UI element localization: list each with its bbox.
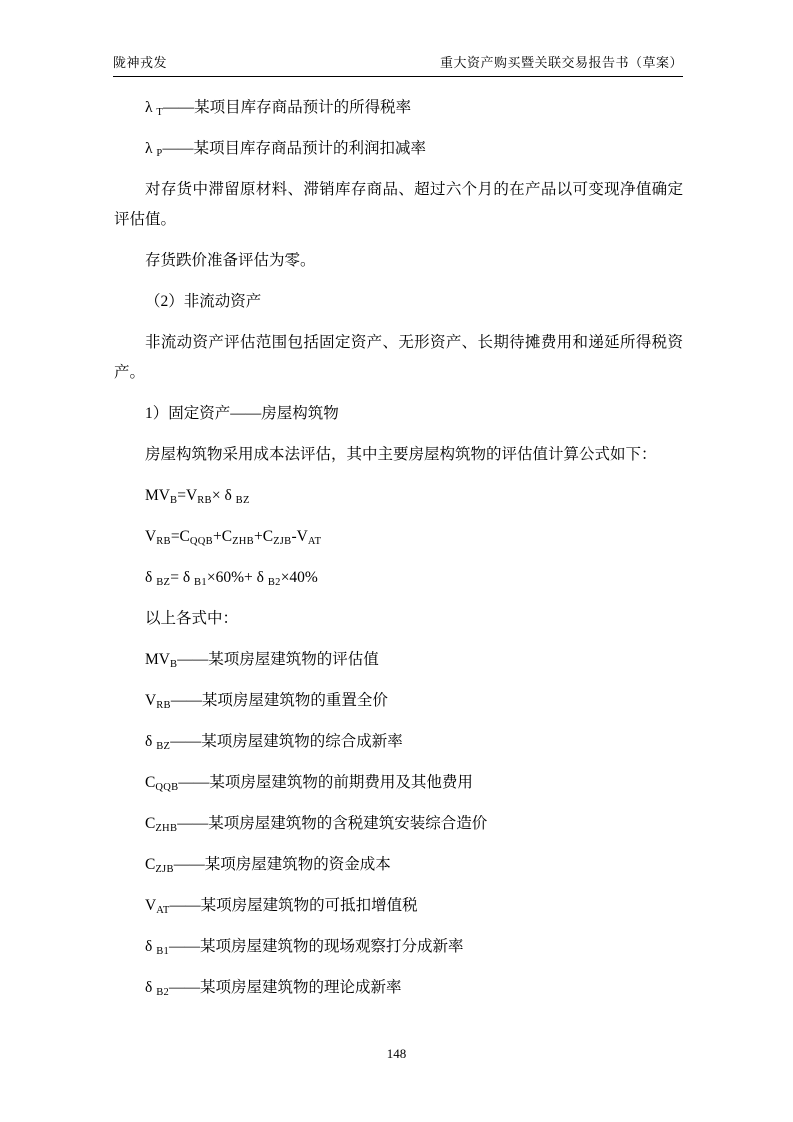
formula-vrb [114,522,683,552]
text-run: +C [253,528,274,545]
text-run: ——某项房屋建筑物的重置全价 [170,692,388,709]
subscript: RB [197,495,212,506]
text-run: C [145,774,156,791]
legend-czhb [114,809,683,839]
text-run: C [145,856,156,873]
text-run: ——某项目库存商品预计的利润扣减率 [162,140,427,157]
text-run: 存货跌价准备评估为零。 [145,252,316,269]
formula-delta-bz [114,563,683,593]
text-run: δ [145,938,157,955]
text-run: 以上各式中： [145,610,239,627]
text-run: λ [145,140,157,157]
page-footer [0,1046,793,1062]
text-run: ——某项房屋建筑物的理论成新率 [169,979,402,996]
text-run: δ [145,979,157,996]
subscript: ZJB [155,864,174,875]
text-run: ——某项房屋建筑物的前期费用及其他费用 [178,774,473,791]
text-run: 房屋构筑物采用成本法评估，其中主要房屋构筑物的评估值计算公式如下： [145,446,657,463]
subscript: B1 [194,577,207,588]
text-run: =V [177,487,198,504]
text-run: （2）非流动资产 [145,293,262,310]
text-run: V [145,528,157,545]
text-run: ——某项房屋建筑物的综合成新率 [170,733,403,750]
subscript: AT [156,905,170,916]
legend-delta-bz [114,727,683,757]
legend-delta-b2 [114,973,683,1003]
text-run: ——某项房屋建筑物的现场观察打分成新率 [169,938,464,955]
subscript: B [169,659,178,670]
document-body [114,93,683,1014]
formula-lambda-t [114,93,683,123]
formula-mvb [114,481,683,511]
legend-vrb [114,686,683,716]
subscript: B2 [156,987,170,998]
text-run: ——某项目库存商品预计的所得税率 [163,99,412,116]
text-run: × δ [211,487,236,504]
subscript: ZJB [273,536,292,547]
text-run: V [145,897,157,914]
text-run: ——某项房屋建筑物的评估值 [177,651,379,668]
legend-mvb [114,645,683,675]
subscript: QQB [155,782,179,793]
text-run: 非流动资产评估范围包括固定资产、无形资产、长期待摊费用和递延所得税资产。 [114,334,683,381]
page-number: 148 [386,1046,407,1061]
text-run: C [145,815,156,832]
header-company-name: 陇神戎发 [113,55,168,70]
subscript: B1 [156,946,170,957]
heading-non-current-assets [114,287,683,317]
text-run: =C [170,528,190,545]
subscript: BZ [235,495,250,506]
text-run: 1）固定资产——房屋构筑物 [145,405,339,422]
paragraph-cost-method [114,440,683,470]
text-run: ——某项房屋建筑物的含税建筑安装综合造价 [177,815,488,832]
subscript: ZHB [155,823,178,834]
text-run: -V [291,528,308,545]
page-header [113,52,683,77]
subscript: BZ [156,577,171,588]
legend-vat [114,891,683,921]
text-run: ——某项房屋建筑物的可抵扣增值税 [169,897,418,914]
text-run: ×40% [280,569,318,586]
legend-cqqb [114,768,683,798]
formula-lambda-p [114,134,683,164]
text-run: = δ [170,569,195,586]
text-run: V [145,692,157,709]
subscript: QQB [189,536,213,547]
text-run: 对存货中滞留原材料、滞销库存商品、超过六个月的在产品以可变现净值确定评估值。 [114,181,683,228]
subscript: T [156,107,164,118]
text-run: δ [145,733,157,750]
heading-fixed-assets-buildings [114,399,683,429]
text-run: ——某项房屋建筑物的资金成本 [173,856,391,873]
text-run: λ [145,99,157,116]
subscript: BZ [156,741,171,752]
subscript: B2 [267,577,281,588]
subscript: ZHB [232,536,254,547]
legend-delta-b1 [114,932,683,962]
subscript: AT [307,536,322,547]
header-document-title: 重大资产购买暨关联交易报告书（草案） [439,55,683,70]
paragraph-non-current-scope [114,328,683,388]
subscript: RB [156,700,171,711]
subscript: P [156,148,163,159]
paragraph-inventory-nrv [114,175,683,235]
subscript: B [169,495,178,506]
text-run: MV [145,651,170,668]
paragraph-inventory-provision [114,246,683,276]
subscript: RB [156,536,171,547]
legend-czjb [114,850,683,880]
text-run: δ [145,569,157,586]
text-run: MV [145,487,170,504]
text-run: +C [212,528,233,545]
paragraph-formula-legend-intro [114,604,683,634]
text-run: ×60%+ δ [206,569,268,586]
